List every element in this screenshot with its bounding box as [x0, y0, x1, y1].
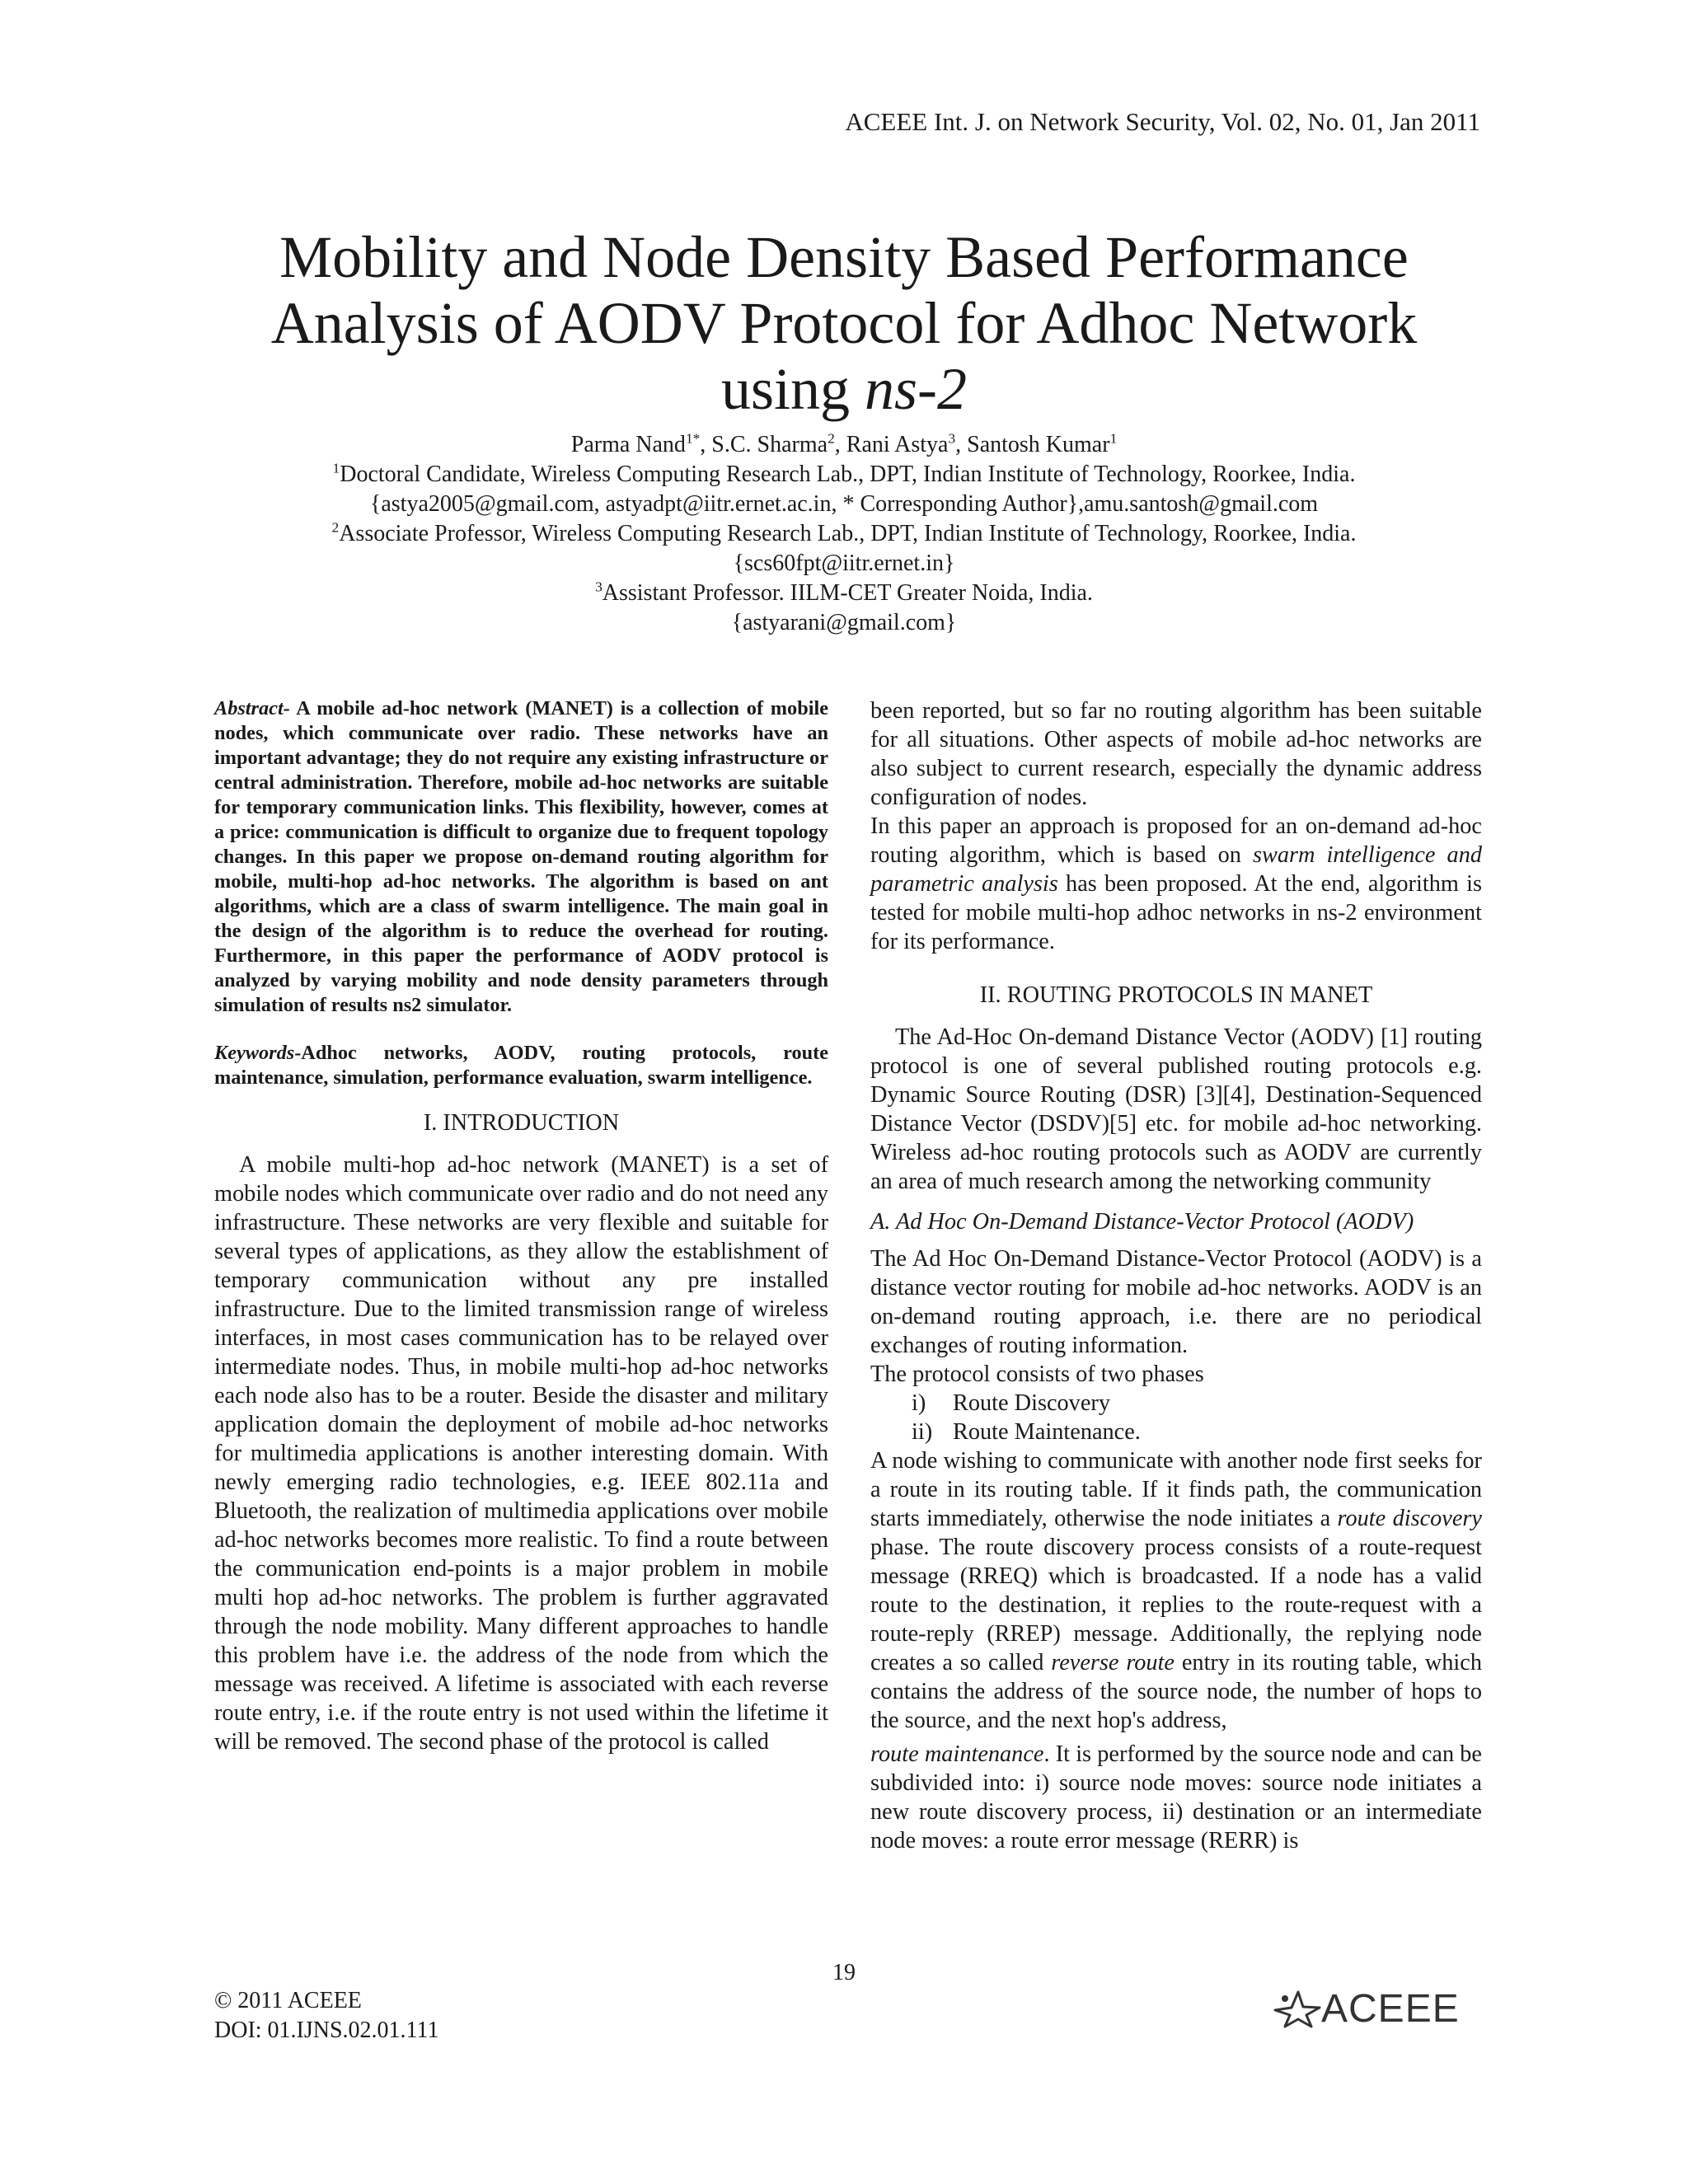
email-1: {astya2005@gmail.com, astyadpt@iitr.ernet.ac.in, * Corresponding Author},amu.santosh@gmail.com: [369, 491, 1319, 517]
email-2: {scs60fpt@iitr.ernet.in}: [733, 551, 955, 576]
routing-paragraph: The Ad-Hoc On-demand Distance Vector (AODV) [1] routing protocol is one of several published routing protocols e.g. Dynamic Source Routing (DSR) [3][4], Destination-Sequenced Distance Vector (DSDV)[5] etc. for mobile ad-hoc networking. Wireless ad-hoc routing protocols such as AODV are currently an area of much research among the networking community: [870, 1024, 1482, 1194]
authors-block: [0, 430, 1688, 638]
list-item: ii) Route Maintenance.: [912, 1419, 1141, 1445]
aceee-logo: [1273, 1986, 1460, 2032]
abstract-label: Abstract-: [214, 697, 290, 719]
right-paragraph-1: been reported, but so far no routing algorithm has been suitable for all situations. Other aspects of mobile ad-hoc networks are also subject to current research, especially the dynamic address configuration of nodes.: [870, 698, 1482, 810]
email-3: {astyarani@gmail.com}: [731, 610, 957, 635]
doi: DOI: 01.IJNS.02.01.111: [214, 2018, 439, 2043]
aodv-paragraph: The Ad Hoc On-Demand Distance-Vector Protocol (AODV) is a distance vector routing for mobile ad-hoc networks. AODV is an on-demand routing approach, i.e. there are no periodical exchanges of routing information.: [870, 1246, 1482, 1358]
title-line-2: Analysis of AODV Protocol for Adhoc Network: [270, 290, 1418, 356]
affiliation-2: $^2$Associate Professor, Wireless Computing Research Lab., DPT, Indian Institute of Technology, Roorkee, India.: [331, 519, 1357, 546]
affiliation-3: $^3$Assistant Professor. IILM-CET Greater Noida, India.: [595, 579, 1093, 606]
right-paragraph-2: In this paper an approach is proposed for an on-demand ad-hoc routing algorithm, which is based on swarm intelligence and parametric analysis has been proposed. At the end, algorithm is tested for mobile multi-hop adhoc networks in ns-2 environment for its performance.: [870, 813, 1482, 954]
page-number: 19: [832, 1960, 856, 1985]
running-header: ACEEE Int. J. on Network Security, Vol. 02, No. 01, Jan 2011: [845, 107, 1480, 136]
phases-intro: The protocol consists of two phases: [870, 1361, 1204, 1387]
list-item: i) Route Discovery: [912, 1390, 1110, 1416]
copyright: © 2011 ACEEE: [214, 1988, 362, 2013]
abstract: Abstract- A mobile ad-hoc network (MANET) is a collection of mobile nodes, which communicate over radio. These networks have an important advantage; they do not require any existing infrastructure or central administration. Therefore, mobile ad-hoc networks are suitable for temporary communication links. This flexibility, however, comes at a price: communication is difficult to organize due to frequent topology changes. In this paper we propose on-demand routing algorithm for mobile, multi-hop ad-hoc networks. The algorithm is based on ant algorithms, which are a class of swarm intelligence. The main goal in the design of the algorithm is to reduce the overhead for routing. Furthermore, in this paper the performance of AODV protocol is analyzed by varying mobility and node density parameters through simulation of results ns2 simulator.: [214, 697, 828, 1016]
paper-title: [0, 224, 1688, 422]
title-line-3: using ns-2: [720, 356, 968, 422]
section-heading-routing-protocols: II. ROUTING PROTOCOLS IN MANET: [979, 982, 1373, 1008]
title-italic-ns2: ns-2: [865, 356, 968, 422]
subsection-heading-aodv: A. Ad Hoc On-Demand Distance-Vector Protocol (AODV): [870, 1209, 1414, 1235]
footer-left: [214, 1986, 438, 2046]
author-list: Parma Nand$^{1*}$, S.C. Sharma$^2$, Rani Astya$^3$, Santosh Kumar$^1$: [570, 430, 1118, 457]
right-column: [870, 696, 1482, 1855]
intro-paragraph: A mobile multi-hop ad-hoc network (MANET) is a set of mobile nodes which communicate over radio and do not need any infrastructure. These networks are very flexible and suitable for several types of applications, as they allow the establishment of temporary communication without any pre installed infrastructure. Due to the limited transmission range of wireless interfaces, in most cases communication has to be relayed over intermediate nodes. Thus, in mobile multi-hop ad-hoc networks each node also has to be a router. Beside the disaster and military application domain the deployment of mobile ad-hoc networks for multimedia applications is another interesting domain. With newly emerging radio technologies, e.g. IEEE 802.11a and Bluetooth, the realization of multimedia applications over mobile ad-hoc networks becomes more realistic. To find a route between the communication end-points is a major problem in mobile multi hop ad-hoc networks. The problem is further aggravated through the node mobility. Many different approaches to handle this problem have i.e. the address of the node from which the message was received. A lifetime is associated with each reverse route entry, i.e. if the route entry is not used within the lifetime it will be removed. The second phase of the protocol is called: [214, 1152, 828, 1755]
keywords: Keywords-Adhoc networks, AODV, routing protocols, route maintenance, simulation, performance evaluation, swarm intelligence.: [214, 1042, 828, 1089]
logo-text: ACEEE: [1321, 1987, 1460, 2031]
affiliation-1: $^1$Doctoral Candidate, Wireless Computing Research Lab., DPT, Indian Institute of Technology, Roorkee, India.: [332, 460, 1356, 487]
aceee-star-logo-icon: [1273, 1990, 1321, 2028]
route-discovery-paragraph: A node wishing to communicate with another node first seeks for a route in its routing table. If it finds path, the communication starts immediately, otherwise the node initiates a route discovery phase. The route discovery process consists of a route-request message (RREQ) which is broadcasted. If a node has a valid route to the destination, it replies to the route-request with a route-reply (RREP) message. Additionally, the replying node creates a so called reverse route entry in its routing table, which contains the address of the source node, the number of hops to the source, and the next hop's address,: [870, 1448, 1482, 1733]
section-heading-introduction: I. INTRODUCTION: [423, 1110, 620, 1136]
keywords-label: Keywords: [214, 1042, 295, 1064]
title-line-1: Mobility and Node Density Based Performance: [279, 224, 1409, 290]
left-column: [214, 696, 828, 1756]
route-maintenance-paragraph: route maintenance. It is performed by the source node and can be subdivided into: i) source node moves: source node initiates a new route discovery process, ii) destination or an intermediate node moves: a route error message (RERR) is: [870, 1741, 1482, 1854]
